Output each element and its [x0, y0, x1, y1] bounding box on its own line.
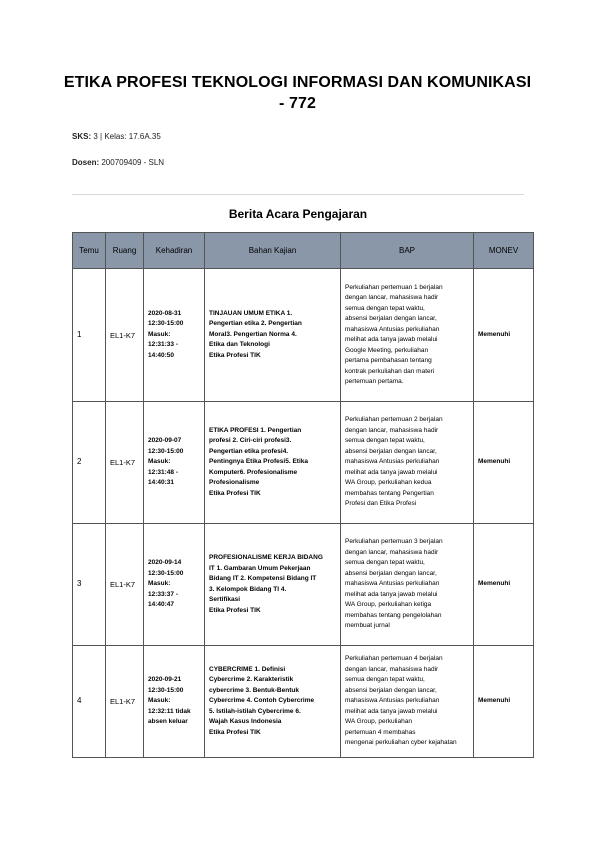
page-title: ETIKA PROFESI TEKNOLOGI INFORMASI DAN KOMUNIKASI - 772	[63, 74, 532, 112]
cell-kehadiran	[144, 269, 205, 402]
cell-bahan-kajian-line: Pengertian etika 2. Pengertian	[209, 320, 302, 328]
cell-bahan-kajian-line: Moral3. Pengertian Norma 4.	[209, 330, 297, 338]
cell-bahan-kajian-line: Etika dan Teknologi	[209, 341, 270, 349]
cell-bap-line: mahasiswa Antusias perkuliahan	[345, 325, 440, 333]
cell-bahan-kajian-line: 3. Kelompok Bidang TI 4.	[209, 585, 287, 593]
cell-bap-line: kontrak perkuliahan dan materi	[345, 367, 435, 375]
cell-temu-text: 2	[77, 457, 82, 467]
cell-kehadiran	[144, 402, 205, 524]
cell-bahan-kajian-line: Etika Profesi TIK	[209, 606, 261, 614]
cell-kehadiran-line: Masuk:	[148, 697, 171, 705]
cell-bap-line: semua dengan tepat waktu,	[345, 559, 425, 567]
cell-bap-line: absensi berjalan dengan lancar,	[345, 315, 437, 322]
cell-bap-line: pertama pembahasan tentang	[345, 357, 432, 364]
cell-kehadiran-line: Masuk:	[148, 580, 171, 588]
cell-monev-text: Memenuhi	[478, 330, 511, 338]
cell-temu-text: 1	[77, 329, 82, 339]
cell-kehadiran	[144, 646, 205, 758]
cell-ruang	[106, 402, 144, 524]
cell-bap-line: membuat jurnal	[345, 622, 390, 630]
cell-bap-line: melihat ada tanya jawab melalui	[345, 468, 438, 476]
cell-kehadiran-line: 12:30-15:00	[148, 686, 184, 694]
cell-bap-line: absensi berjalan dengan lancar,	[345, 686, 437, 694]
cell-bap-line: dengan lancar, mahasiswa hadir	[345, 294, 439, 301]
cell-kehadiran-line: Masuk:	[148, 330, 171, 338]
cell-bahan-kajian-line: Cybercrime 4. Contoh Cybercrime	[209, 697, 315, 705]
cell-bap-line: Perkuliahan pertemuan 4 berjalan	[345, 655, 443, 663]
header-bap: BAP	[341, 233, 474, 269]
cell-bap	[341, 524, 474, 646]
cell-bahan-kajian-line: profesi 2. Ciri-ciri profesi3.	[209, 437, 292, 445]
cell-bap-line: Google Meeting, perkuliahan	[345, 346, 429, 354]
cell-ruang	[106, 646, 144, 758]
header-kehadiran: Kehadiran	[144, 233, 205, 269]
cell-kehadiran-line: 14:40:47	[148, 601, 175, 609]
cell-kehadiran-line: Masuk:	[148, 458, 171, 466]
cell-monev	[474, 269, 534, 402]
cell-bap-line: Perkuliahan pertemuan 2 berjalan	[345, 416, 443, 424]
cell-kehadiran-line: 12:30-15:00	[148, 447, 184, 455]
cell-bahan-kajian	[205, 269, 341, 402]
cell-bap-line: membahas tentang pengelolahan	[345, 611, 442, 619]
cell-temu-text: 3	[77, 579, 82, 589]
cell-bap-line: semua dengan tepat waktu,	[345, 676, 425, 684]
cell-monev	[474, 646, 534, 758]
cell-bap-line: WA Group, perkuliahan ketiga	[345, 601, 432, 609]
cell-bahan-kajian-line: Komputer6. Profesionalisme	[209, 468, 298, 476]
dosen-label: Dosen:	[72, 158, 100, 167]
cell-ruang-text: EL1-K7	[110, 330, 136, 340]
cell-bap-line: WA Group, perkuliahan kedua	[345, 479, 432, 487]
cell-bahan-kajian-line: Etika Profesi TIK	[209, 489, 261, 497]
header-monev: MONEV	[474, 233, 534, 269]
cell-bap	[341, 646, 474, 758]
cell-kehadiran-line: 2020-09-21	[148, 676, 182, 684]
header-temu: Temu	[73, 233, 106, 269]
table-row	[73, 402, 534, 524]
cell-bahan-kajian	[205, 524, 341, 646]
table-row	[73, 524, 534, 646]
cell-monev-text: Memenuhi	[478, 458, 511, 466]
cell-kehadiran-line: 14:40:50	[148, 351, 175, 359]
cell-bahan-kajian-line: Bidang IT 2. Kompetensi Bidang IT	[209, 575, 317, 582]
cell-bahan-kajian-line: IT 1. Gambaran Umum Pekerjaan	[209, 564, 311, 572]
cell-temu	[73, 402, 106, 524]
divider	[72, 194, 524, 195]
cell-kehadiran-line: 12:30-15:00	[148, 320, 184, 328]
cell-bap-line: absensi berjalan dengan lancar,	[345, 569, 437, 577]
cell-bap-line: mahasiswa Antusias perkuliahan	[345, 580, 440, 588]
cell-monev-text: Memenuhi	[478, 580, 511, 588]
cell-bap-line: pertemuan pertama.	[345, 378, 404, 385]
dosen-info	[72, 158, 164, 167]
cell-ruang-text: EL1-K7	[110, 697, 136, 706]
table-row	[73, 269, 534, 402]
cell-bap-line: mahasiswa Antusias perkuliahan	[345, 697, 440, 705]
cell-temu	[73, 524, 106, 646]
cell-bahan-kajian-line: cybercrime 3. Bentuk-Bentuk	[209, 686, 299, 694]
cell-kehadiran-line: 2020-09-07	[148, 437, 182, 445]
cell-ruang	[106, 269, 144, 402]
sks-value: 3 | Kelas: 17.6A.35	[93, 132, 161, 141]
cell-bap-line: dengan lancar, mahasiswa hadir	[345, 548, 439, 556]
cell-bap-line: Perkuliahan pertemuan 3 berjalan	[345, 538, 443, 546]
cell-bap-line: melihat ada tanya jawab melalui	[345, 590, 438, 598]
cell-kehadiran-line: absen keluar	[148, 718, 188, 726]
cell-bahan-kajian-line: Sertifikasi	[209, 596, 241, 603]
cell-monev	[474, 402, 534, 524]
cell-bap-line: WA Group, perkuliahan	[345, 718, 412, 726]
cell-bahan-kajian-line: Etika Profesi TIK	[209, 728, 261, 736]
cell-bahan-kajian-line: Pengertian etika profesi4.	[209, 447, 289, 455]
sks-label: SKS:	[72, 132, 92, 141]
table-row	[73, 646, 534, 758]
cell-kehadiran-line: 12:31:33 -	[148, 341, 178, 349]
cell-bap-line: mahasiswa Antusias perkuliahan	[345, 458, 440, 466]
cell-bap	[341, 402, 474, 524]
cell-bahan-kajian-line: PROFESIONALISME KERJA BIDANG	[209, 554, 323, 561]
cell-bahan-kajian-line: Pentingnya Etika Profesi5. Etika	[209, 458, 308, 466]
cell-bap-line: Perkuliahan pertemuan 1 berjalan	[345, 283, 443, 291]
cell-bap-line: dengan lancar, mahasiswa hadir	[345, 665, 439, 673]
cell-bap-line: absensi berjalan dengan lancar,	[345, 447, 437, 455]
cell-bap-line: semua dengan tepat waktu,	[345, 304, 425, 312]
cell-bahan-kajian-line: Wajah Kasus Indonesia	[209, 718, 282, 726]
header-bahan-kajian: Bahan Kajian	[205, 233, 341, 269]
sks-info	[72, 132, 161, 141]
cell-bahan-kajian	[205, 402, 341, 524]
dosen-value: 200709409 - SLN	[101, 158, 165, 167]
cell-kehadiran-line: 12:30-15:00	[148, 569, 184, 577]
table-header-row	[73, 233, 534, 269]
teaching-record-table	[72, 232, 534, 758]
header-ruang: Ruang	[106, 233, 144, 269]
cell-bahan-kajian-line: Cybercrime 2. Karakteristik	[209, 676, 294, 684]
cell-ruang	[106, 524, 144, 646]
cell-bap-line: membahas tentang Pengertian	[345, 489, 434, 497]
cell-bahan-kajian-line: ETIKA PROFESI 1. Pengertian	[209, 426, 302, 434]
cell-ruang-text: EL1-K7	[110, 580, 136, 589]
cell-bahan-kajian-line: CYBERCRIME 1. Definisi	[209, 665, 286, 673]
cell-temu	[73, 269, 106, 402]
cell-bap-line: mengenai perkuliahan cyber kejahatan	[345, 739, 457, 747]
cell-monev	[474, 524, 534, 646]
cell-bahan-kajian-line: TINJAUAN UMUM ETIKA 1.	[209, 309, 293, 317]
cell-kehadiran-line: 12:31:48 -	[148, 468, 178, 476]
cell-bap-line: Profesi dan Etika Profesi	[345, 500, 417, 508]
cell-bahan-kajian-line: 5. Istilah-istilah Cybercrime 6.	[209, 707, 301, 715]
cell-kehadiran-line: 2020-09-14	[148, 559, 182, 567]
cell-bap-line: pertemuan 4 membahas	[345, 728, 416, 736]
cell-bahan-kajian-line: Etika Profesi TIK	[209, 351, 261, 359]
cell-kehadiran-line: 12:33:37 -	[148, 590, 178, 598]
cell-monev-text: Memenuhi	[478, 697, 511, 705]
cell-bap-line: melihat ada tanya jawab melalui	[345, 707, 438, 715]
section-title: Berita Acara Pengajaran	[228, 207, 368, 221]
cell-temu-text: 4	[77, 696, 82, 706]
cell-kehadiran-line: 12:32:11 tidak	[148, 707, 191, 715]
cell-temu	[73, 646, 106, 758]
cell-bahan-kajian-line: Profesionalisme	[209, 479, 260, 487]
cell-kehadiran-line: 14:40:31	[148, 479, 175, 487]
cell-bap-line: melihat ada tanya jawab melalui	[345, 336, 438, 343]
cell-kehadiran-line: 2020-08-31	[148, 309, 182, 317]
cell-ruang-text: EL1-K7	[110, 458, 136, 467]
cell-bahan-kajian	[205, 646, 341, 758]
cell-bap	[341, 269, 474, 402]
cell-bap-line: semua dengan tepat waktu,	[345, 437, 425, 445]
cell-bap-line: dengan lancar, mahasiswa hadir	[345, 426, 439, 434]
cell-kehadiran	[144, 524, 205, 646]
